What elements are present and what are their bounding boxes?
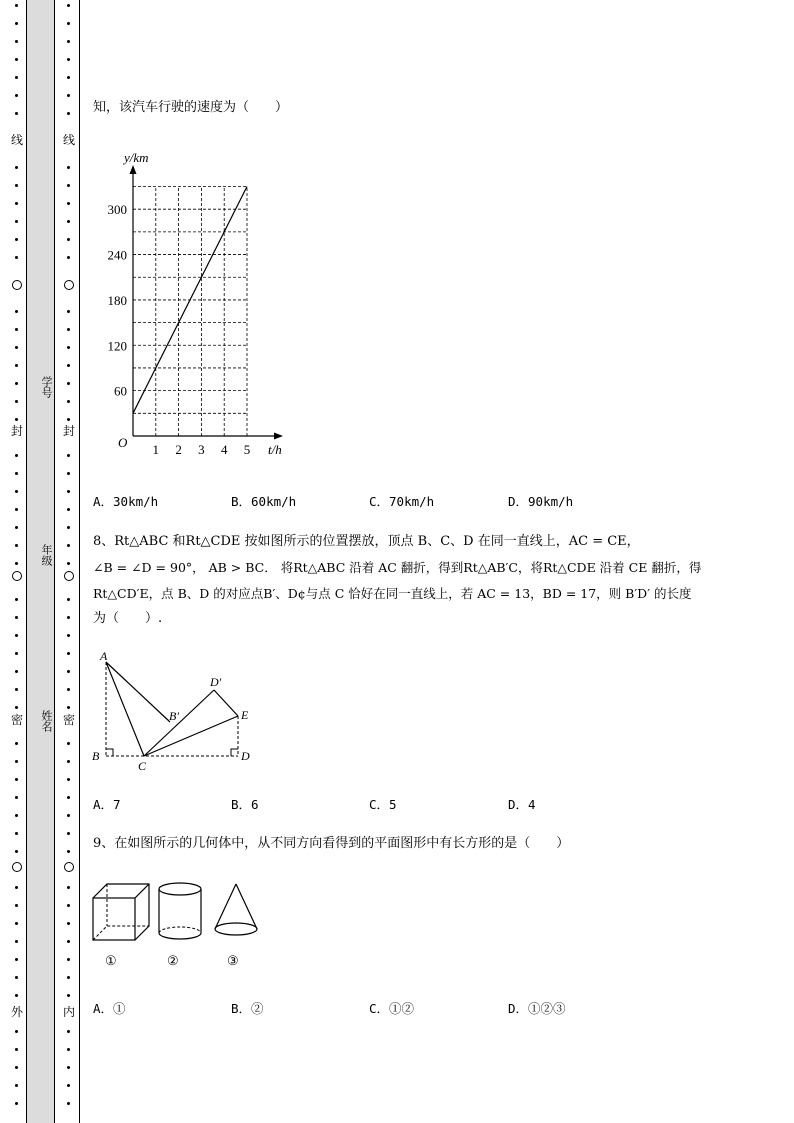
margin-dot [15,832,18,835]
margin-dot [67,508,70,511]
q9-option-b[interactable]: B．② [231,1001,264,1016]
margin-dot [67,796,70,799]
margin-dot [15,328,18,331]
margin-dot [15,490,18,493]
margin-ring [64,280,74,290]
y-axis-label: y/km [124,150,149,165]
margin-dot [15,1066,18,1069]
margin-dot [67,472,70,475]
point-label-b: B [92,749,100,763]
margin-dot [67,490,70,493]
solid-label-2: ② [167,954,179,969]
margin-dot [15,112,18,115]
margin-dot [67,922,70,925]
margin-dot [67,1066,70,1069]
margin-dot [15,346,18,349]
q7-option-a[interactable]: A．30km/h [93,494,159,509]
inner-dot-column [61,0,77,1123]
margin-ring [64,571,74,581]
margin-dot [15,886,18,889]
margin-dot [15,850,18,853]
margin-dot [15,544,18,547]
point-label-d: D [241,749,250,763]
margin-dot [67,886,70,889]
margin-dot [67,220,70,223]
margin-dot [67,850,70,853]
segment-cd-prime [144,690,214,756]
q9-option-a[interactable]: A．① [93,1001,126,1016]
margin-rule-line [79,0,80,1123]
inner-mark-seal: 封 [62,424,75,438]
margin-dot [67,364,70,367]
margin-dot [67,58,70,61]
segment-ac [106,662,144,756]
x-tick-label: 4 [220,442,228,457]
margin-dot [67,544,70,547]
margin-dot [67,94,70,97]
x-tick-label: 5 [243,442,251,457]
distance-time-chart [96,146,296,462]
margin-dot [67,4,70,7]
triangle-fold-figure [88,646,263,774]
q9-stem: 9、在如图所示的几何体中，从不同方向看得到的平面图形中有长方形的是（ ） [93,836,570,851]
margin-dot [67,256,70,259]
q9-option-d[interactable]: D．①②③ [508,1001,566,1016]
margin-dot [67,328,70,331]
margin-dot [15,220,18,223]
margin-dot [67,652,70,655]
margin-dot [15,742,18,745]
segment-d-prime-e [214,690,238,716]
margin-dot [15,670,18,673]
margin-dot [67,1102,70,1105]
outer-mark-line: 线 [10,133,23,147]
q7-option-b[interactable]: B．60km/h [231,494,297,509]
margin-dot [67,1030,70,1033]
point-label-b-prime: B′ [169,709,179,723]
margin-dot [15,508,18,511]
margin-dot [15,1048,18,1051]
name-field-label: 姓名 [40,710,53,732]
y-tick-label: 240 [107,247,127,263]
margin-dot [67,382,70,385]
q8-option-a[interactable]: A．7 [93,797,121,812]
origin-label: O [118,435,128,450]
margin-dot [15,202,18,205]
margin-dot [15,1084,18,1087]
margin-dot [67,202,70,205]
margin-dot [67,994,70,997]
margin-dot [15,994,18,997]
point-label-e: E [241,708,249,722]
margin-dot [15,256,18,259]
margin-dot [67,976,70,979]
outer-mark-outside: 外 [10,1005,23,1019]
margin-dot [15,634,18,637]
margin-dot [67,760,70,763]
margin-dot [15,904,18,907]
margin-dot [15,1030,18,1033]
margin-dot [67,22,70,25]
solid-label-1: ① [105,954,117,969]
margin-dot [15,688,18,691]
margin-dot [15,922,18,925]
margin-ring [64,862,74,872]
x-axis-label: t/h [268,442,282,457]
grade-field-label: 年级 [40,544,53,566]
margin-dot [67,418,70,421]
margin-dot [15,616,18,619]
q8-stem-line-3: Rt△CD′E，点 B、D 的对应点B′、D¢与点 C 恰好在同一直线上，若 AC = 13，BD = 17，则 B′D′ 的长度 [93,586,692,601]
cylinder-icon [156,880,204,944]
margin-dot [67,940,70,943]
cube-icon [90,880,152,944]
margin-dot [67,616,70,619]
cone-icon [212,880,262,944]
x-axis-arrow [274,433,283,440]
margin-dot [15,1102,18,1105]
y-tick-label: 60 [114,383,127,399]
point-label-d-prime: D′ [210,675,222,689]
margin-dot [67,904,70,907]
margin-dot [15,400,18,403]
margin-dot [67,832,70,835]
margin-dot [15,40,18,43]
margin-dot [15,94,18,97]
chart-axes [130,165,284,440]
margin-dot [15,166,18,169]
margin-dot [67,526,70,529]
outer-dot-column [9,0,25,1123]
q8-option-b[interactable]: B．6 [231,797,259,812]
segment-ce [144,716,238,756]
margin-dot [15,364,18,367]
point-label-a: A [100,649,108,663]
margin-dot [67,958,70,961]
margin-dot [67,670,70,673]
student-id-field-label: 学号 [40,376,53,398]
q8-stem-line-4: 为（ ）. [93,611,163,626]
margin-dot [67,1048,70,1051]
x-tick-label: 3 [198,442,205,457]
margin-dot [67,1084,70,1087]
q8-stem-line-2: ∠B = ∠D = 90°， AB > BC． 将Rt△ABC 沿着 AC 翻折，得到Rt△AB′C，将Rt△CDE 沿着 CE 翻折，得 [93,560,702,575]
margin-dot [67,310,70,313]
margin-dot [67,598,70,601]
q7-option-c[interactable]: C．70km/h [369,494,435,509]
margin-dot [67,688,70,691]
margin-dot [67,238,70,241]
margin-dot [67,778,70,781]
margin-dot [15,598,18,601]
right-angle-b [106,749,113,756]
solid-label-3: ③ [227,954,239,969]
x-tick-label: 1 [152,442,160,457]
outer-mark-seal: 封 [10,424,23,438]
y-axis-arrow [130,165,137,174]
margin-ring [12,571,22,581]
margin-dot [15,76,18,79]
margin-dot [67,562,70,565]
inner-mark-inside: 内 [62,1005,75,1019]
q7-option-d[interactable]: D．90km/h [508,494,574,509]
y-tick-label: 120 [107,338,127,354]
q9-option-c[interactable]: C．①② [369,1001,415,1016]
margin-dot [67,706,70,709]
margin-dot [67,166,70,169]
margin-dot [67,346,70,349]
margin-dot [15,706,18,709]
x-tick-label: 2 [175,442,182,457]
margin-ring [12,862,22,872]
q8-option-d[interactable]: D．4 [508,797,536,812]
margin-dot [15,238,18,241]
margin-dot [15,472,18,475]
margin-dot [15,454,18,457]
margin-dot [15,184,18,187]
margin-dot [15,958,18,961]
right-angle-d [231,749,238,756]
y-tick-label: 180 [107,292,127,308]
margin-dot [67,454,70,457]
margin-dot [15,778,18,781]
margin-dot [67,40,70,43]
margin-dot [15,652,18,655]
margin-dot [15,562,18,565]
y-tick-label: 300 [107,202,127,218]
margin-dot [67,634,70,637]
margin-dot [15,760,18,763]
margin-dot [15,58,18,61]
margin-dot [15,382,18,385]
margin-dot [15,940,18,943]
outer-mark-secret: 密 [10,713,23,727]
margin-dot [15,4,18,7]
margin-dot [15,976,18,979]
margin-dot [67,76,70,79]
chart-grid [133,187,247,436]
margin-dot [15,22,18,25]
margin-dot [15,796,18,799]
inner-mark-secret: 密 [62,713,75,727]
margin-dot [67,112,70,115]
margin-dot [15,526,18,529]
margin-dot [67,814,70,817]
q7-stem-tail: 知，该汽车行驶的速度为（ ） [93,100,289,115]
margin-dot [67,184,70,187]
inner-mark-line: 线 [62,133,75,147]
margin-dot [67,742,70,745]
margin-ring [12,280,22,290]
margin-dot [15,814,18,817]
q8-stem-line-1: 8、Rt△ABC 和Rt△CDE 按如图所示的位置摆放，顶点 B、C、D 在同一直线上，AC = CE， [93,534,640,549]
segment-ab-prime [106,662,170,722]
q8-option-c[interactable]: C．5 [369,797,397,812]
margin-dot [15,418,18,421]
point-label-c: C [138,759,147,773]
margin-dot [15,310,18,313]
margin-dot [67,400,70,403]
